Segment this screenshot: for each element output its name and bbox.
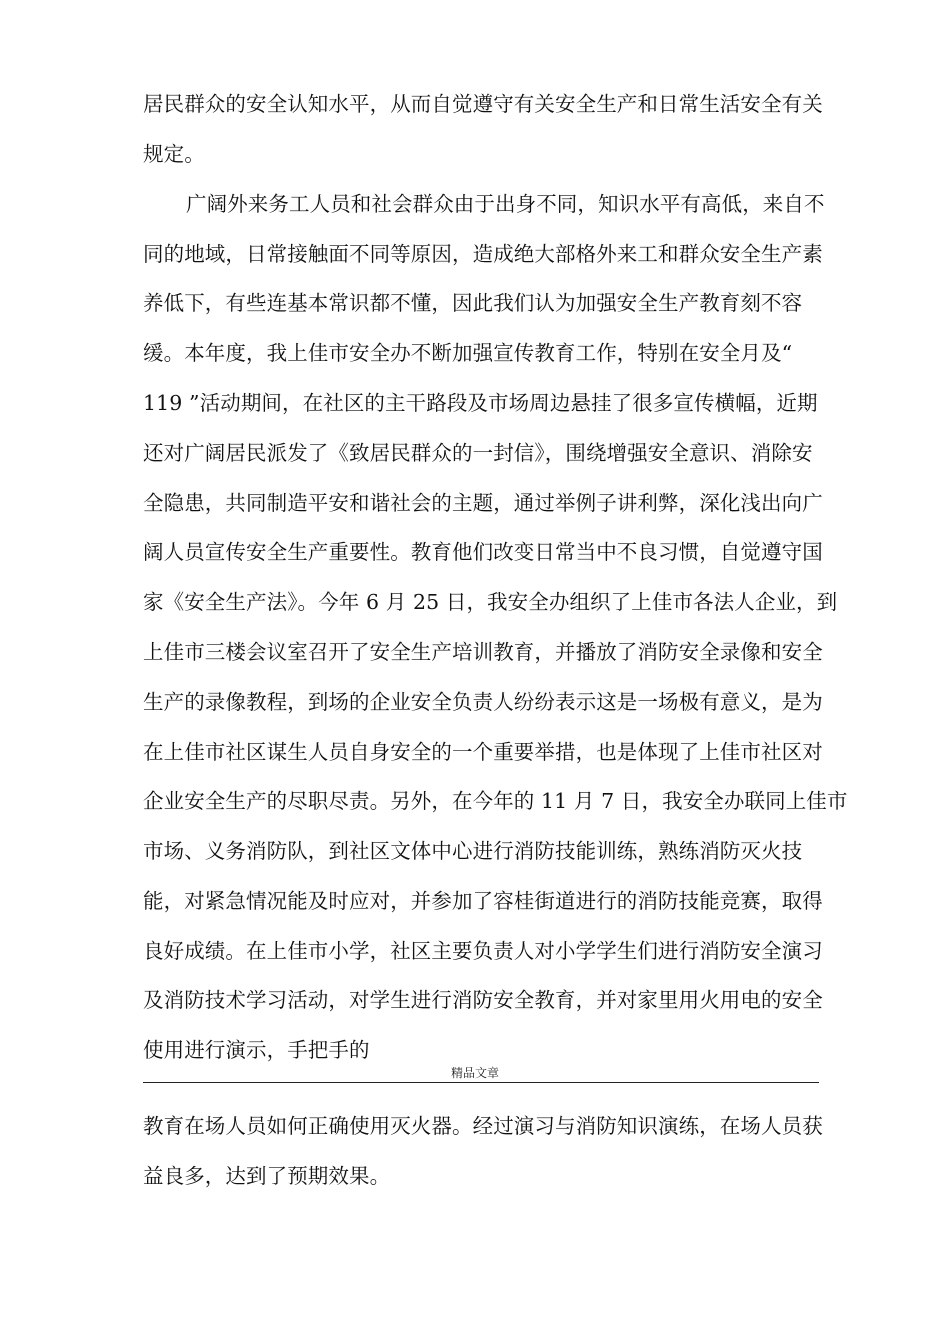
text-line: 上佳市三楼会议室召开了安全生产培训教育，并播放了消防安全录像和安全 <box>143 640 823 664</box>
text-line: 及消防技术学习活动，对学生进行消防安全教育，并对家里用火用电的安全 <box>143 988 823 1012</box>
text-line: 养低下，有些连基本常识都不懂，因此我们认为加强安全生产教育刻不容 <box>143 291 803 315</box>
text-line: 119 ”活动期间，在社区的主干路段及市场周边悬挂了很多宣传横幅，近期 <box>143 391 818 415</box>
text-line: 在上佳市社区谋生人员自身安全的一个重要举措，也是体现了上佳市社区对 <box>143 740 823 764</box>
text-line: 阔人员宣传安全生产重要性。教育他们改变日常当中不良习惯，自觉遵守国 <box>143 540 823 564</box>
text-line: 益良多，达到了预期效果。 <box>143 1164 391 1188</box>
page-footer-label: 精品文章 <box>450 1066 499 1080</box>
text-line: 家《安全生产法》。今年 6 月 25 日，我安全办组织了上佳市各法人企业，到 <box>143 590 838 614</box>
text-line: 居民群众的安全认知水平，从而自觉遵守有关安全生产和日常生活安全有关 <box>143 92 823 116</box>
text-line: 企业安全生产的尽职尽责。另外，在今年的 11 月 7 日，我安全办联同上佳市 <box>143 789 848 813</box>
text-line: 全隐患，共同制造平安和谐社会的主题，通过举例子讲利弊，深化浅出向广 <box>143 491 823 515</box>
text-line: 缓。本年度，我上佳市安全办不断加强宣传教育工作，特别在安全月及“ <box>143 341 793 365</box>
text-line: 生产的录像教程，到场的企业安全负责人纷纷表示这是一场极有意义，是为 <box>143 690 823 714</box>
text-line: 市场、义务消防队，到社区文体中心进行消防技能训练，熟练消防灭火技 <box>143 839 803 863</box>
text-line: 同的地域，日常接触面不同等原因，造成绝大部格外来工和群众安全生产素 <box>143 242 823 266</box>
text-line: 良好成绩。在上佳市小学，社区主要负责人对小学学生们进行消防安全演习 <box>143 939 823 963</box>
page-divider <box>143 1082 819 1083</box>
paragraph-start-line: 广阔外来务工人员和社会群众由于出身不同，知识水平有高低，来自不 <box>186 192 825 216</box>
text-line: 规定。 <box>143 142 205 166</box>
text-line: 还对广阔居民派发了《致居民群众的一封信》，围绕增强安全意识、消除安 <box>143 441 813 465</box>
text-line: 能，对紧急情况能及时应对，并参加了容桂街道进行的消防技能竞赛，取得 <box>143 889 823 913</box>
text-line: 使用进行演示，手把手的 <box>143 1038 370 1062</box>
text-line: 教育在场人员如何正确使用灭火器。经过演习与消防知识演练，在场人员获 <box>143 1114 823 1138</box>
